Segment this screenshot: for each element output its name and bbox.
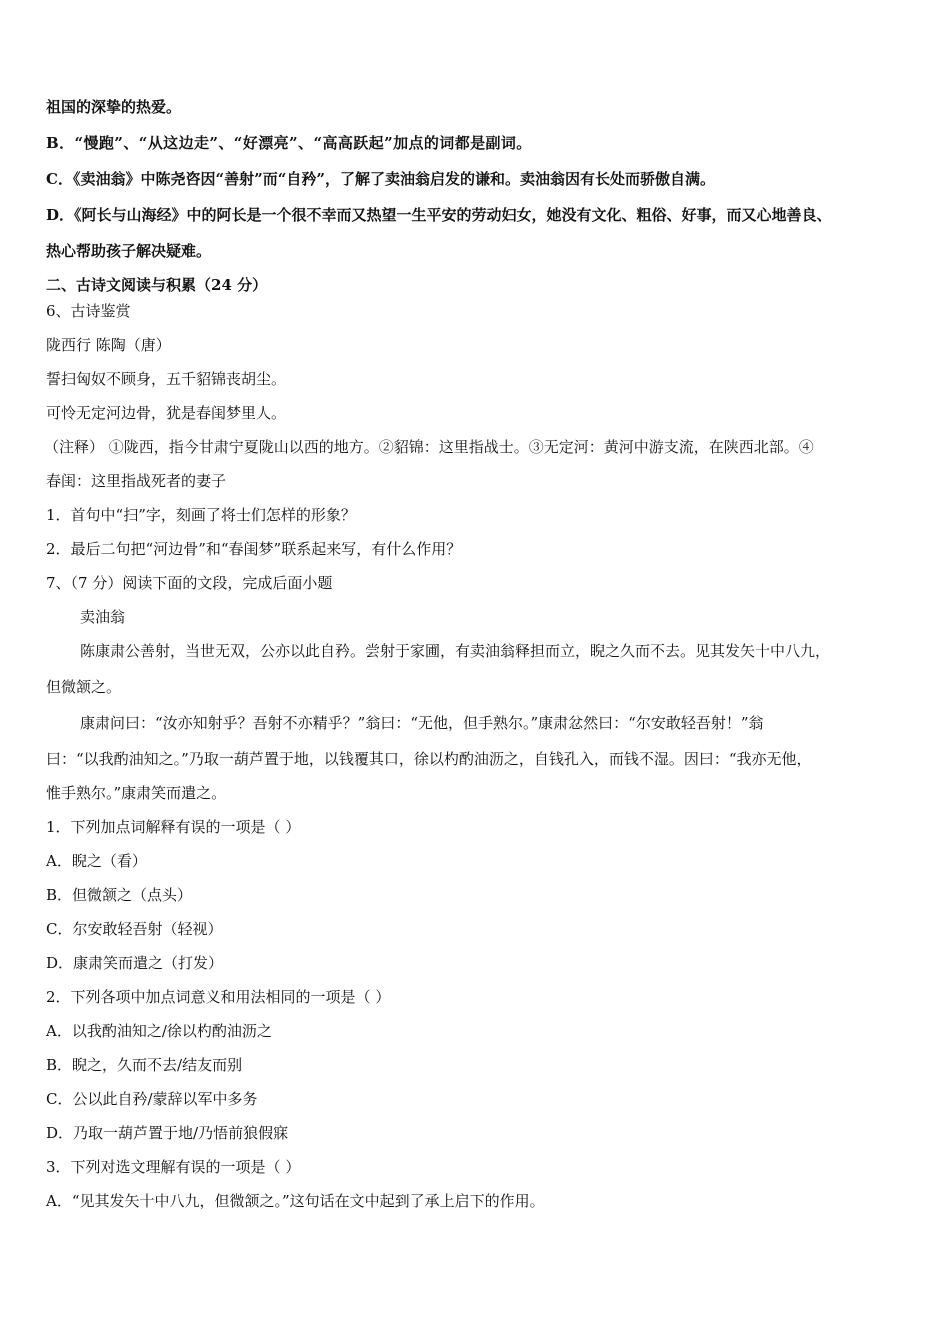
- question-6-sub2: 2．最后二句把“河边骨”和“春闺梦”联系起来写，有什么作用？: [46, 540, 462, 558]
- question-6-title: 6、古诗鉴赏: [46, 302, 131, 320]
- poem-title: 陇西行 陈陶（唐）: [46, 336, 171, 354]
- question-7-sub3-option-a: A．“见其发矢十中八九，但微颔之。”这句话在文中起到了承上启下的作用。: [46, 1192, 545, 1210]
- passage-p1-line1: 陈康肃公善射，当世无双，公亦以此自矜。尝射于家圃，有卖油翁释担而立，睨之久而不去。见其发矢十中八九，: [80, 642, 831, 660]
- question-7-sub2: 2．下列各项中加点词意义和用法相同的一项是（ ）: [46, 988, 391, 1006]
- poem-notes-line2: 春闺：这里指战死者的妻子: [46, 472, 227, 490]
- option-d-line1: D．《阿长与山海经》中的阿长是一个很不幸而又热望一生平安的劳动妇女，她没有文化、粗俗、好事，而又心地善良、: [46, 206, 832, 224]
- question-7-sub2-option-a: A．以我酌油知之/徐以杓酌油沥之: [46, 1022, 272, 1040]
- question-7-title: 7、（7 分）阅读下面的文段，完成后面小题: [46, 574, 333, 592]
- option-a-continuation: 祖国的深挚的热爱。: [46, 98, 182, 116]
- question-7-sub1: 1．下列加点词解释有误的一项是（ ）: [46, 818, 301, 836]
- passage-p1-line2: 但微颔之。: [46, 678, 122, 696]
- option-d-line2: 热心帮助孩子解决疑难。: [46, 242, 212, 260]
- poem-line-2: 可怜无定河边骨，犹是春闺梦里人。: [46, 404, 287, 422]
- question-6-sub1: 1．首句中“扫”字，刻画了将士们怎样的形象？: [46, 506, 356, 524]
- question-7-sub1-option-c: C．尔安敢轻吾射（轻视）: [46, 920, 223, 938]
- question-7-sub3: 3．下列对选文理解有误的一项是（ ）: [46, 1158, 301, 1176]
- passage-p2-line2: 曰：“以我酌油知之。”乃取一葫芦置于地，以钱覆其口，徐以杓酌油沥之，自钱孔入，而钱不湿。因曰：“我亦无他，: [46, 750, 812, 768]
- poem-line-1: 誓扫匈奴不顾身，五千貂锦丧胡尘。: [46, 370, 287, 388]
- option-c: C．《卖油翁》中陈尧咨因“善射”而“自矜”，了解了卖油翁启发的谦和。卖油翁因有长处而骄傲自满。: [46, 170, 715, 188]
- passage-title: 卖油翁: [80, 608, 126, 626]
- question-7-sub1-option-b: B．但微颔之（点头）: [46, 886, 193, 904]
- poem-notes-line1: （注释） ①陇西，指今甘肃宁夏陇山以西的地方。②貂锦：这里指战士。③无定河：黄河中游支流，在陕西北部。④: [44, 438, 814, 456]
- document-page: [46, 96, 914, 1212]
- passage-p2-line1: 康肃问曰：“汝亦知射乎？吾射不亦精乎？”翁曰：“无他，但手熟尔。”康肃忿然曰：“尔安敢轻吾射！”翁: [80, 714, 764, 732]
- section-heading: 二、古诗文阅读与积累（24 分）: [46, 276, 268, 294]
- question-7-sub1-option-d: D．康肃笑而遣之（打发）: [46, 954, 224, 972]
- question-7-sub2-option-b: B．睨之，久而不去/结友而别: [46, 1056, 243, 1074]
- question-7-sub2-option-c: C．公以此自矜/蒙辞以军中多务: [46, 1090, 258, 1108]
- option-b: B．“慢跑”、“从这边走”、“好漂亮”、“高高跃起”加点的词都是副词。: [46, 134, 532, 152]
- question-7-sub2-option-d: D．乃取一葫芦置于地/乃悟前狼假寐: [46, 1124, 289, 1142]
- question-7-sub1-option-a: A．睨之（看）: [46, 852, 147, 870]
- passage-p2-line3: 惟手熟尔。”康肃笑而遣之。: [46, 784, 227, 802]
